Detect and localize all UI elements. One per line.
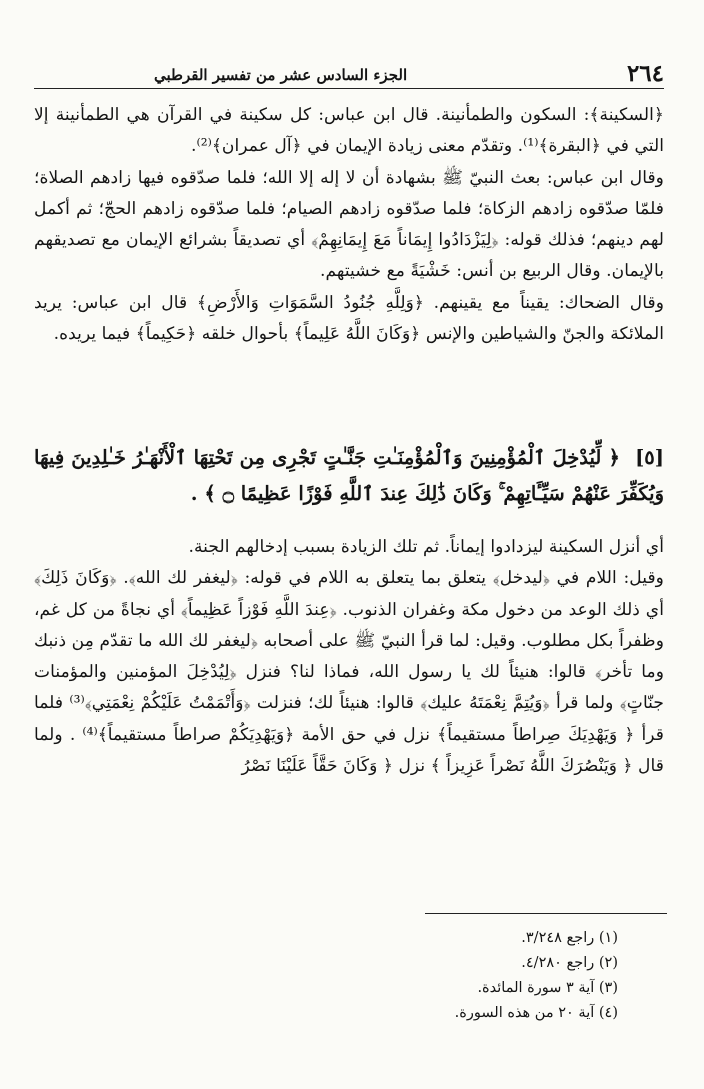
footnote-divider (425, 913, 667, 914)
page-header (34, 58, 664, 89)
paragraph-meaning: أي أنزل السكينة ليزدادوا إيماناً. ثم تلك الزيادة بسبب إدخالهم الجنة. (188, 537, 664, 557)
footnote-4: (٤) آية ٢٠ من هذه السورة. (454, 1005, 618, 1021)
verse-text: ﴿ لِّيُدْخِلَ ٱلْمُؤْمِنِينَ وَٱلْمُؤْمِنَـٰتِ جَنَّـٰتٍ تَجْرِى مِن تَحْتِهَا ٱلْأَنْهَـٰرُ خَـٰلِدِينَ فِيهَا وَيُكَفِّرَ عَنْهُمْ سَيِّـَٔاتِهِمْ ۚ وَكَانَ ذَٰلِكَ عِندَ ٱللَّهِ فَوْزًا عَظِيمًا ۝ ﴾ . (34, 446, 664, 505)
footnote-3: (٣) آية ٣ سورة المائدة. (477, 980, 618, 996)
paragraph-ibn-abbas: وقال ابن عباس: بعث النبيّ ﷺ بشهادة أن لا إله إلا الله؛ فلما صدّقوه فيها زادهم الصلاة؛ فلمّا صدّقوه زادهم الزكاة؛ فلما صدّقوه زادهم الصيام؛ فلما صدّقوه زادهم الحجّ؛ ثم أكمل لهم دينهم؛ فذلك قوله: ﴿لِيَزْدَادُوا إِيمَاناً مَعَ إِيمَانِهِمْ﴾ أي تصديقاً بشرائع الإيمان مع تصديقهم بالإيمان. وقال الربيع بن أنس: خَشْيَةً مع خشيتهم. (34, 167, 664, 282)
commentary-text (34, 100, 664, 350)
verse-number: [٥] (635, 446, 665, 469)
paragraph-dahhak: وقال الضحاك: يقيناً مع يقينهم. ﴿وَلِلَّهِ جُنُودُ السَّمَوَاتِ وَالأَرْضِ﴾ قال ابن عباس: يريد الملائكة والجنّ والشياطين والإنس ﴿وَكَانَ اللَّهُ عَلِيماً﴾ بأحوال خلقه ﴿حَكِيماً﴾ فيما يريده. (34, 292, 664, 345)
quran-verse (34, 440, 664, 512)
footnote-1: (١) راجع ٣/٢٤٨. (521, 930, 618, 946)
running-title: الجزء السادس عشر من تفسير القرطبي (154, 66, 408, 84)
verse-commentary (34, 532, 664, 782)
footnotes (258, 926, 618, 1026)
paragraph-lam-explanation: وقيل: اللام في ﴿ليدخل﴾ يتعلق بما يتعلق به اللام في قوله: ﴿ليغفر لك الله﴾. ﴿وَكَانَ ذَلِكَ﴾ أي ذلك الوعد من دخول مكة وغفران الذنوب. ﴿عِندَ اللَّهِ فَوْزاً عَظِيماً﴾ أي نجاةً من كل غم، وظفراً بكل مطلوب. وقيل: لما قرأ النبيّ ﷺ على أصحابه ﴿ليغفر لك الله ما تقدّم مِن ذنبك وما تأخر﴾ قالوا: هنيئاً لك يا رسول الله، فماذا لنا؟ فنزل ﴿لِيُدْخِلَ المؤمنين والمؤمنات جنّاتٍ﴾ ولما قرأ ﴿وَيُتِمَّ نِعْمَتَهُ عليك﴾ قالوا: هنيئاً لك؛ فنزلت ﴿وَأَتْمَمْتُ عَلَيْكُمْ نِعْمَتِي﴾⁽³⁾ فلما قرأ ﴿ وَيَهْدِيَكَ صِراطاً مستقيماً﴾ نزل في حق الأمة ﴿وَيَهْدِيَكُمْ صراطاً مستقيماً﴾⁽⁴⁾ . ولما قال ﴿ وَيَنْصُرَكَ اللَّهُ نَصْراً عَزِيزاً ﴾ نزل ﴿ وَكَانَ حَقَّاً عَلَيْنَا نَصْرُ (34, 568, 665, 777)
page-number: ٢٦٤ (626, 60, 664, 87)
footnote-2: (٢) راجع ٤/٢٨٠. (521, 955, 618, 971)
paragraph-sakina: ﴿السكينة﴾: السكون والطمأنينة. قال ابن عباس: كل سكينة في القرآن هي الطمأنينة إلا التي في ﴿البقرة﴾⁽¹⁾. وتقدّم معنى زيادة الإيمان في ﴿آل عمران﴾⁽²⁾. (34, 105, 664, 157)
